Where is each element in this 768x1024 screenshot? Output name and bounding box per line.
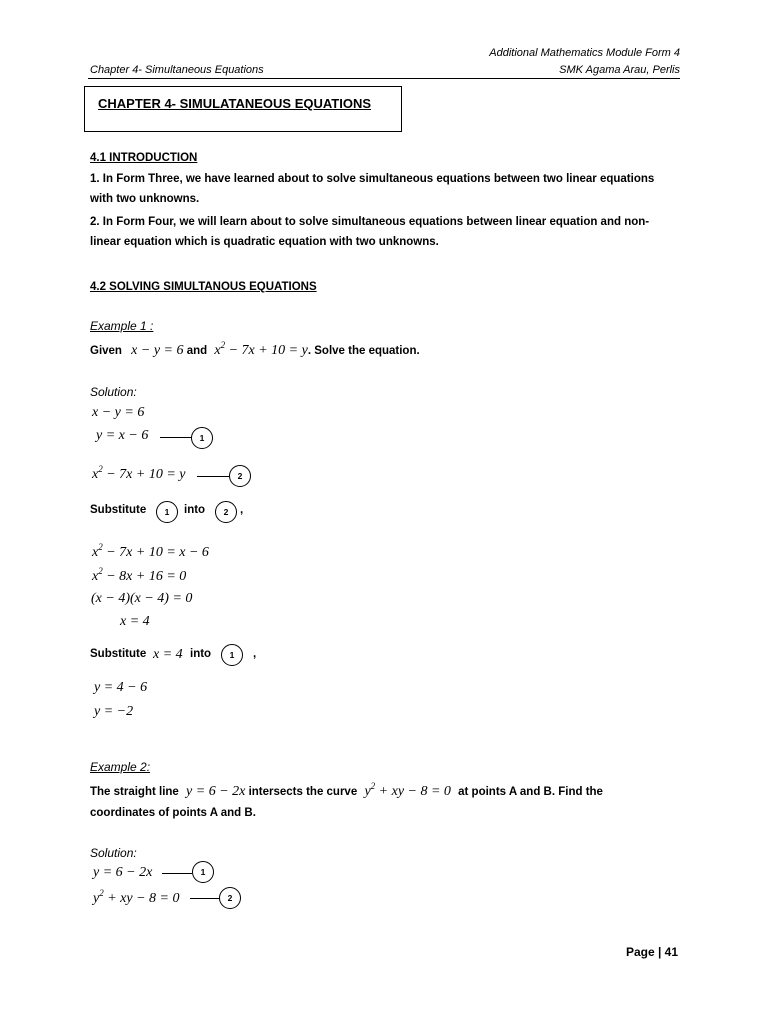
section-heading-introduction: 4.1 INTRODUCTION (90, 152, 198, 164)
example-2-question-line-2: coordinates of points A and B. (90, 807, 256, 819)
step-y-value: y = −2 (94, 704, 134, 719)
comma: , (253, 648, 257, 660)
equation-marker-2: 2 (219, 887, 241, 909)
equation-marker-2: 2 (215, 501, 237, 523)
given-word: Given (90, 345, 122, 357)
step-line-equation: y = 6 − 2x (93, 865, 153, 880)
section-heading-solving: 4.2 SOLVING SIMULTANOUS EQUATIONS (90, 281, 317, 293)
equation-marker-1: 1 (191, 427, 213, 449)
connector-line (197, 476, 229, 477)
page-number: Page | 41 (625, 945, 678, 959)
step-substituted: $x^2 - 7x + 10 = x - 6$ (92, 542, 209, 560)
equation-marker-2: 2 (229, 465, 251, 487)
solution-1-label: Solution: (90, 385, 137, 399)
equation-marker-1: 1 (221, 644, 243, 666)
chapter-header: Chapter 4- Simultaneous Equations (90, 64, 264, 76)
equation-curve: $y^2$ + xy − 8 = 0 (364, 781, 451, 799)
comma: , (240, 504, 244, 516)
equation-straight-line: y = 6 − 2x (186, 784, 246, 799)
into-text: into (190, 648, 212, 660)
step-linear: x − y = 6 (92, 405, 145, 420)
intro-paragraph-1-line-1: 1. In Form Three, we have learned about to solve simultaneous equations between two linear equations (90, 173, 655, 185)
equation-marker-1: 1 (156, 501, 178, 523)
and-word: and (186, 345, 208, 357)
step-curve-equation: $y^2$ + xy − 8 = 0 (93, 888, 180, 906)
equation-linear: x − y = 6 (131, 343, 184, 358)
into-text: into (184, 504, 206, 516)
intro-paragraph-1-line-2: with two unknowns. (90, 193, 200, 205)
connector-line (190, 898, 220, 899)
substitute-text: Substitute (90, 648, 147, 660)
school-name: SMK Agama Arau, Perlis (559, 64, 680, 76)
example-1-question (90, 340, 420, 359)
step-x-value: x = 4 (120, 614, 150, 629)
question-text: intersects the curve (248, 786, 358, 798)
chapter-title: CHAPTER 4- SIMULATANEOUS EQUATIONS (98, 96, 372, 111)
substitute-text: Substitute (90, 504, 147, 516)
step-y-substitution: y = 4 − 6 (94, 680, 148, 695)
substitute-value: x = 4 (153, 647, 183, 662)
connector-line (160, 437, 192, 438)
question-text: at points A and B. Find the (458, 786, 603, 798)
example-2-label: Example 2: (90, 760, 151, 774)
intro-paragraph-2-line-2: linear equation which is quadratic equation with two unknowns. (90, 236, 439, 248)
solution-2-label: Solution: (90, 846, 137, 860)
step-simplified: $x^2 - 8x + 16 = 0$ (92, 566, 187, 584)
example-2-question-line-1 (90, 781, 603, 800)
step-quadratic: $x^2 - 7x + 10 = y$ (92, 464, 186, 482)
equation-quadratic: $x^2 - 7x + 10 = y$ (214, 340, 308, 358)
step-rearranged: y = x − 6 (96, 428, 149, 443)
question-tail: . Solve the equation. (307, 345, 420, 357)
module-title: Additional Mathematics Module Form 4 (489, 47, 680, 59)
intro-paragraph-2-line-1: 2. In Form Four, we will learn about to solve simultaneous equations between linear equation and non- (90, 216, 650, 228)
example-1-label: Example 1 : (90, 319, 154, 333)
connector-line (162, 873, 192, 874)
equation-marker-1: 1 (192, 861, 214, 883)
header-rule (88, 78, 680, 79)
question-text: The straight line (90, 786, 179, 798)
step-factorised: (x − 4)(x − 4) = 0 (91, 591, 193, 606)
